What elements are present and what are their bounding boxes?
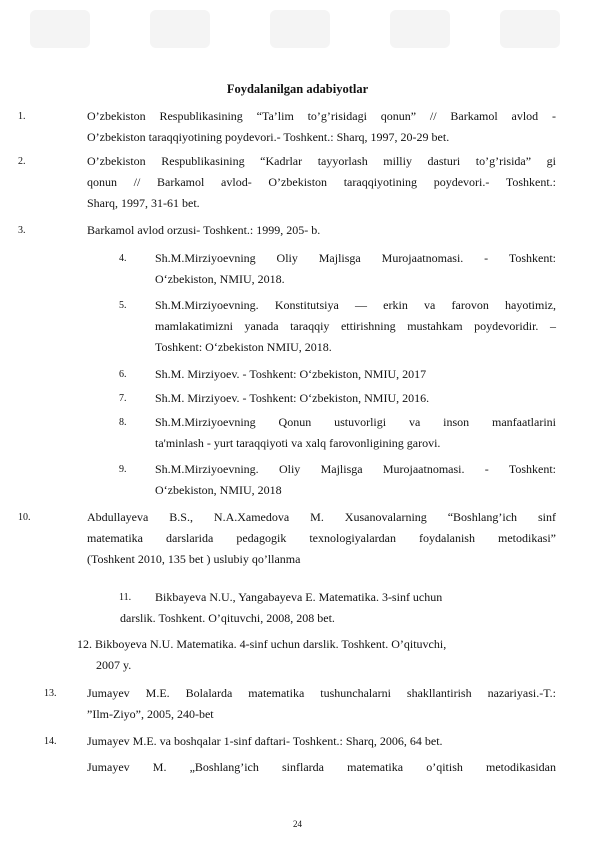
watermark-block (500, 10, 560, 48)
reference-entry (95, 634, 556, 676)
entry-line: ”Ilm-Ziyo”, 2005, 240-bet (87, 707, 214, 721)
entry-number: 9. (119, 464, 127, 475)
entry-number: 10. (18, 512, 31, 523)
watermark-block (270, 10, 330, 48)
entry-number: 1. (18, 111, 26, 122)
entry-number: 5. (119, 300, 127, 311)
reference-entry (87, 757, 556, 778)
reference-entry (87, 220, 556, 241)
entry-number: 14. (44, 736, 57, 747)
entry-line: darslik. Toshkent. O’qituvchi, 2008, 208 bet. (120, 611, 335, 625)
reference-entry (87, 106, 556, 148)
entry-line: mamlakatimizni yanada taraqqiy ettirishning mustahkam poydevoridir. – (155, 319, 556, 333)
entry-line: Barkamol avlod orzusi- Toshkent.: 1999, 205- b. (87, 223, 321, 237)
entry-number: 7. (119, 393, 127, 404)
reference-entry (87, 683, 556, 725)
reference-entry (87, 507, 556, 570)
entry-line: Sh.M. Mirziyoev. - Toshkent: O‘zbekiston, NMIU, 2017 (155, 367, 427, 381)
page-number: 24 (293, 819, 302, 829)
entry-number: 3. (18, 225, 26, 236)
entry-line: Sh.M.Mirziyoevning. Oliy Majlisga Murojaatnomasi. - Toshkent: (155, 462, 556, 476)
entry-line: O’zbekiston taraqqiyotining poydevori.- Toshkent.: Sharq, 1997, 20-29 bet. (87, 130, 450, 144)
watermark-block (390, 10, 450, 48)
entry-line: 2007 y. (96, 658, 132, 672)
entry-line: O‘zbekiston, NMIU, 2018. (155, 272, 285, 286)
entry-number: 4. (119, 253, 127, 264)
watermark-block (30, 10, 90, 48)
reference-entry (155, 412, 556, 454)
entry-line: Bikboyeva N.U. Matematika. 4-sinf uchun darslik. Toshkent. O’qituvchi, (95, 637, 447, 651)
entry-number: 6. (119, 369, 127, 380)
entry-line: qonun // Barkamol avlod- O’zbekiston taraqqiyotining poydevori.- Toshkent.: (87, 175, 556, 189)
entry-line: Abdullayeva B.S., N.A.Xamedova M. Xusanovalarning “Boshlang’ich sinf (87, 510, 556, 524)
entry-line: O‘zbekiston, NMIU, 2018 (155, 483, 282, 497)
entry-line: Jumayev M. „Boshlang’ich sinflarda matematika o’qitish metodikasidan (87, 760, 556, 774)
entry-line: (Toshkent 2010, 135 bet ) uslubiy qo’llanma (87, 552, 301, 566)
reference-entry (155, 295, 556, 358)
entry-line: Sh.M. Mirziyoev. - Toshkent: O‘zbekiston, NMIU, 2016. (155, 391, 430, 405)
entry-number: 8. (119, 417, 127, 428)
reference-entry (87, 731, 556, 752)
entry-number: 2. (18, 156, 26, 167)
entry-line: Sharq, 1997, 31-61 bet. (87, 196, 200, 210)
entry-number: 12. (77, 637, 92, 651)
entry-line: Bikbayeva N.U., Yangabayeva E. Matematika. 3-sinf uchun (155, 590, 443, 604)
reference-entry (155, 388, 556, 409)
entry-line: ta'minlash - yurt taraqqiyoti va xalq farovonligining garovi. (155, 436, 441, 450)
entry-line: O’zbekiston Respublikasining “Ta’lim to’g’risidagi qonun” // Barkamol avlod - (87, 109, 556, 123)
entry-number: 13. (44, 688, 57, 699)
entry-number: 11. (119, 592, 132, 603)
entry-line: Jumayev M.E. Bolalarda matematika tushunchalarni shakllantirish nazariyasi.-T.: (87, 686, 556, 700)
reference-entry (155, 459, 556, 501)
entry-line: O’zbekiston Respublikasining “Kadrlar tayyorlash milliy dasturi to’g’risida” gi (87, 154, 556, 168)
entry-line: matematika darslarida pedagogik texnologiyalardan foydalanish metodikasi” (87, 531, 556, 545)
entry-line: Sh.M.Mirziyoevning. Konstitutsiya — erkin va farovon hayotimiz, (155, 298, 556, 312)
entry-line: Jumayev M.E. va boshqalar 1-sinf daftari- Toshkent.: Sharq, 2006, 64 bet. (87, 734, 443, 748)
watermark-block (150, 10, 210, 48)
reference-entry (155, 364, 556, 385)
page-title: Foydalanilgan adabiyotlar (226, 82, 369, 96)
entry-line: Sh.M.Mirziyoevning Qonun ustuvorligi va inson manfaatlarini (155, 415, 556, 429)
entry-line: Toshkent: O‘zbekiston NMIU, 2018. (155, 340, 332, 354)
reference-entry (87, 151, 556, 214)
reference-entry (155, 248, 556, 290)
entry-line: Sh.M.Mirziyoevning Oliy Majlisga Murojaatnomasi. - Toshkent: (155, 251, 556, 265)
